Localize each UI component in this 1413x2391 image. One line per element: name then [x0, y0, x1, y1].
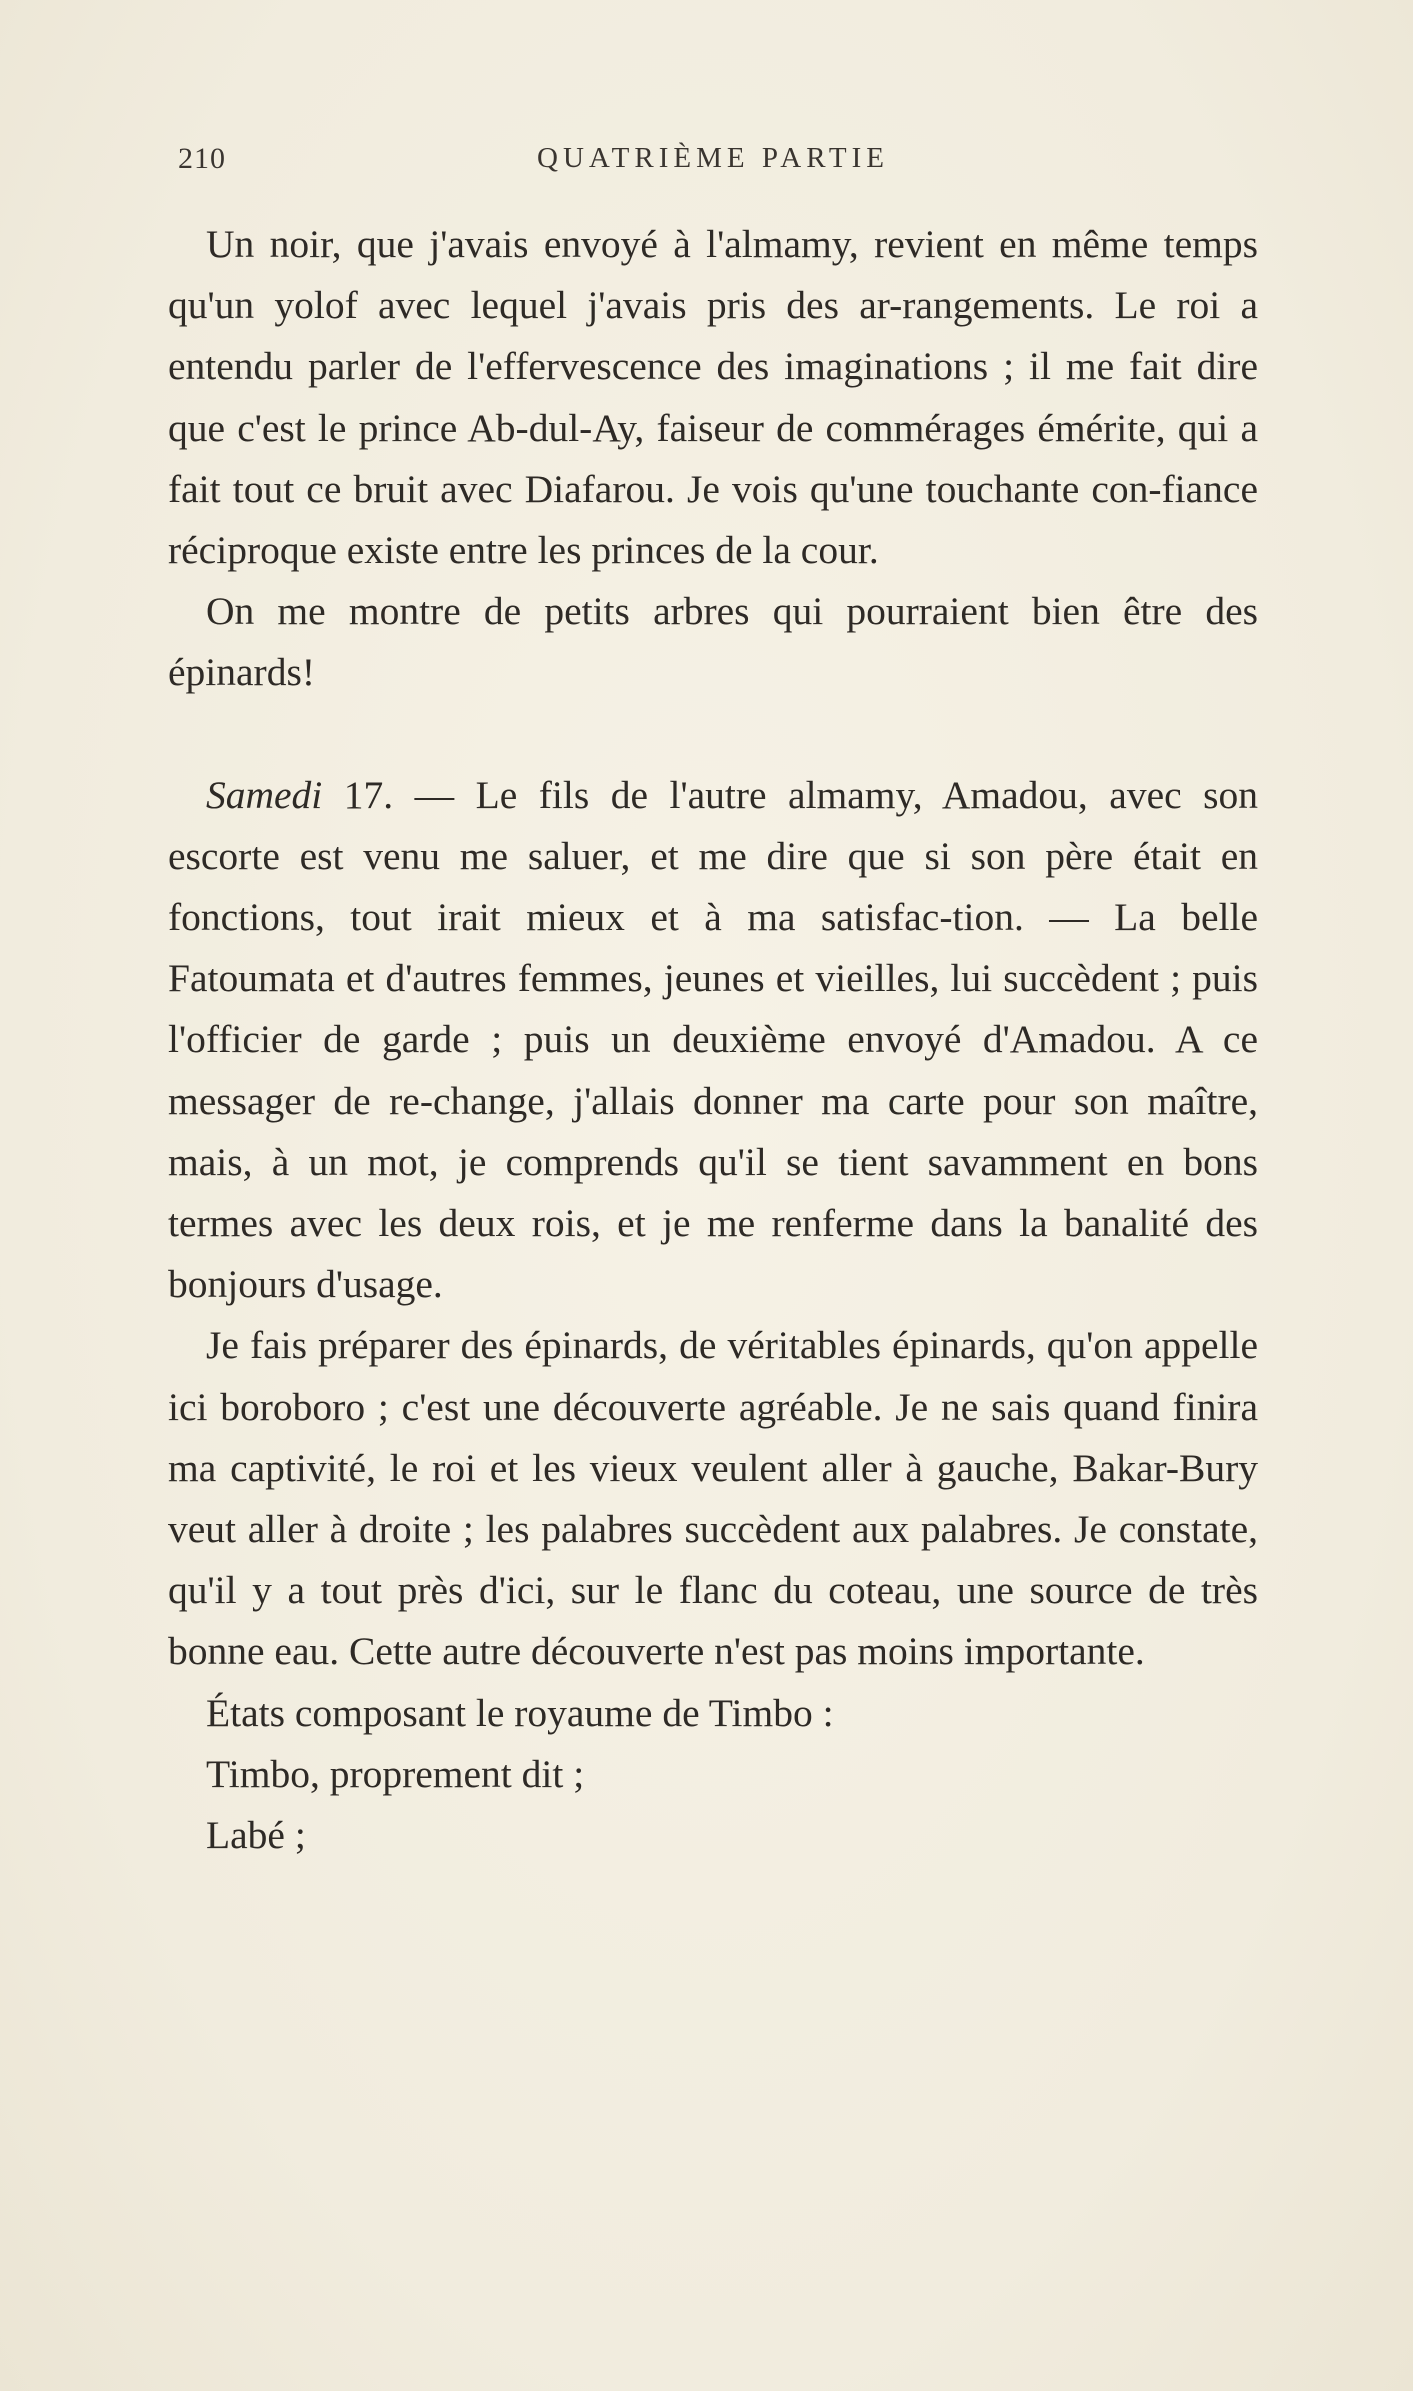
running-head: QUATRIÈME PARTIE [537, 142, 889, 174]
list-heading: États composant le royaume de Timbo : [206, 1690, 834, 1735]
paragraph-4: Je fais préparer des épinards, de véritables épinards, qu'on appelle ici boroboro ; c'est une découverte agréable. Je ne sais quand finira ma captivité, le roi et les vieux veulent aller à gauche, Bakar-Bury veut aller à droite ; les palabres succèdent aux palabres. Je constate, qu'il y a tout près d'ici, sur le flanc du coteau, une source de très bonne eau. Cette autre découverte n'est pas moins importante. [168, 1323, 1258, 1674]
page-header [178, 142, 1248, 182]
entry-date: Samedi [206, 772, 323, 817]
list-item-labe: Labé ; [206, 1813, 306, 1858]
paragraph-3 [168, 765, 1258, 1316]
body-text [168, 214, 1258, 1866]
list-item-timbo: Timbo, proprement dit ; [206, 1751, 585, 1796]
paragraph-2: On me montre de petits arbres qui pourraient bien être des épinards! [168, 589, 1258, 695]
paragraph-3-text: 17. — Le fils de l'autre almamy, Amadou, avec son escorte est venu me saluer, et me dire que si son père était en fonctions, tout irait mieux et à ma satisfac-tion. — La belle Fatoumata et d'autres femmes, jeunes et vieilles, lui succèdent ; puis l'officier de garde ; puis un deuxième envoyé d'Amadou. A ce messager de re-change, j'allais donner ma carte pour son maître, mais, à un mot, je comprends qu'il se tient savamment en bons termes avec les deux rois, et je me renferme dans la banalité des bonjours d'usage. [168, 772, 1258, 1307]
paragraph-1: Un noir, que j'avais envoyé à l'almamy, revient en même temps qu'un yolof avec lequel j'avais pris des ar-rangements. Le roi a entendu parler de l'effervescence des imaginations ; il me fait dire que c'est le prince Ab-dul-Ay, faiseur de commérages émérite, qui a fait tout ce bruit avec Diafarou. Je vois qu'une touchante con-fiance réciproque existe entre les princes de la cour. [168, 222, 1258, 573]
page-number: 210 [178, 142, 226, 175]
